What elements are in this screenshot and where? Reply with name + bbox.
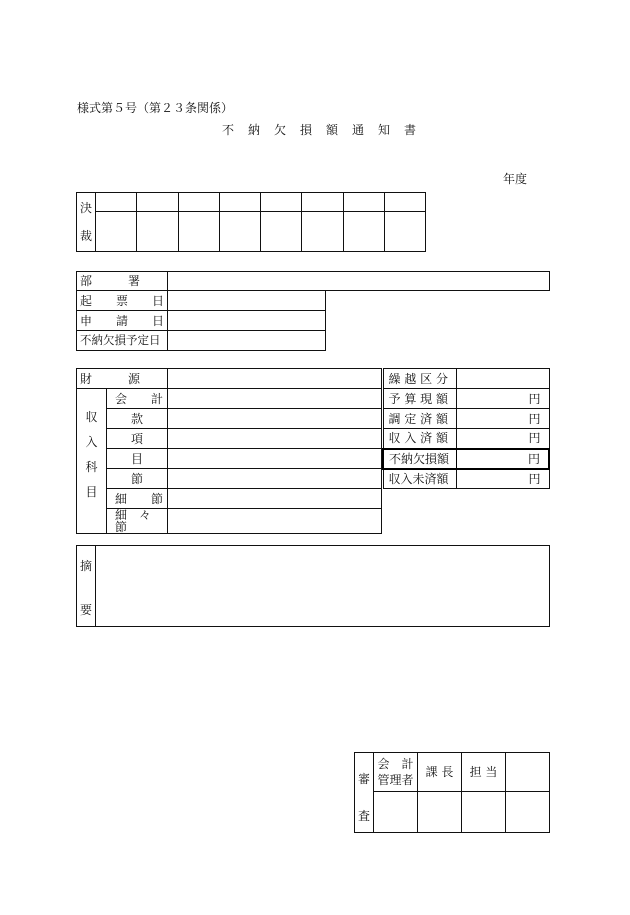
stamp-cell-header[interactable] [219,193,260,212]
accounting-manager-line1: 会 計 [377,756,414,771]
revenue-source-label: 財 源 [77,369,168,389]
summary-value[interactable] [96,546,550,627]
department-label: 部 署 [77,272,168,291]
revenue-category-char: 目 [85,484,98,499]
row-label-saisaisetsu: 細 々 節 [107,509,168,534]
approval-label-top: 決 [79,201,92,215]
page-title: 不 納 欠 損 額 通 知 書 [222,123,418,137]
writeoff-date-value[interactable] [168,331,326,351]
approval-label-cell [77,193,96,252]
application-date-label: 申 請 日 [77,311,168,331]
stamp-cell[interactable] [302,212,343,252]
stamp-cell-header[interactable] [302,193,343,212]
row-label-moku: 目 [107,449,168,469]
department-value[interactable] [168,272,550,291]
summary-table [76,545,550,627]
row-label-saisetsu: 細 節 [107,489,168,509]
stamp-cell-header[interactable] [137,193,178,212]
approval-label-bottom: 裁 [79,229,92,243]
row-value-kan[interactable] [168,409,382,429]
form-number: 様式第５号（第２３条関係） [77,101,234,115]
revenue-category-label-cell [77,389,107,534]
stamp-cell[interactable] [384,212,425,252]
stamp-cell[interactable] [178,212,219,252]
department-table [76,271,550,291]
writeoff-amount-value[interactable]: 円 [456,449,549,469]
review-extra-header [506,753,550,792]
revenue-table [76,368,382,534]
writeoff-amount-label: 不納欠損額 [383,449,456,469]
review-table [354,752,550,833]
row-value-kou[interactable] [168,429,382,449]
row-label-kou: 項 [107,429,168,449]
stamp-cell[interactable] [261,212,302,252]
stamp-cell-header[interactable] [384,193,425,212]
person-in-charge-header: 担 当 [462,753,506,792]
row-value-saisaisetsu[interactable] [168,509,382,534]
carryover-value[interactable] [456,369,549,389]
entry-date-value[interactable] [168,291,326,311]
stamp-cell-header[interactable] [343,193,384,212]
row-value-moku[interactable] [168,449,382,469]
fiscal-year-label: 年度 [503,172,528,186]
accounting-manager-header [374,753,418,792]
amounts-table [382,368,550,489]
review-label-char: 審 [357,772,370,786]
application-date-value[interactable] [168,311,326,331]
row-value-setsu[interactable] [168,469,382,489]
row-label-kan: 款 [107,409,168,429]
assessed-amount-value[interactable]: 円 [456,409,549,429]
approval-stamp-table [76,192,426,252]
stamp-cell-header[interactable] [96,193,137,212]
stamp-cell[interactable] [137,212,178,252]
stamp-cell[interactable] [96,212,137,252]
received-amount-label: 収 入 済 額 [383,429,456,449]
writeoff-date-label: 不納欠損予定日 [77,331,168,351]
revenue-category-char: 収 [85,409,98,424]
revenue-category-char: 入 [85,434,98,449]
row-value-saisetsu[interactable] [168,489,382,509]
budget-amount-label: 予 算 現 額 [383,389,456,409]
row-value-account[interactable] [168,389,382,409]
section-chief-stamp[interactable] [418,792,462,833]
summary-label-char: 摘 [79,559,92,573]
stamp-cell[interactable] [343,212,384,252]
entry-date-label: 起 票 日 [77,291,168,311]
stamp-cell-header[interactable] [178,193,219,212]
accounting-manager-stamp[interactable] [374,792,418,833]
unreceived-amount-label: 収入未済額 [383,469,456,489]
assessed-amount-label: 調 定 済 額 [383,409,456,429]
row-label-setsu: 節 [107,469,168,489]
stamp-cell[interactable] [219,212,260,252]
dates-table [76,290,326,351]
carryover-label: 繰 越 区 分 [383,369,456,389]
unreceived-amount-value[interactable]: 円 [456,469,549,489]
revenue-source-value[interactable] [168,369,382,389]
review-label-char: 査 [357,809,370,823]
stamp-cell-header[interactable] [261,193,302,212]
budget-amount-value[interactable]: 円 [456,389,549,409]
received-amount-value[interactable]: 円 [456,429,549,449]
review-extra-stamp[interactable] [506,792,550,833]
summary-label-cell [77,546,96,627]
row-label-account: 会 計 [107,389,168,409]
person-in-charge-stamp[interactable] [462,792,506,833]
accounting-manager-line2: 管理者 [377,773,414,787]
revenue-category-char: 科 [85,459,98,474]
section-chief-header: 課 長 [418,753,462,792]
review-label-cell [355,753,374,833]
summary-label-char: 要 [79,603,92,617]
